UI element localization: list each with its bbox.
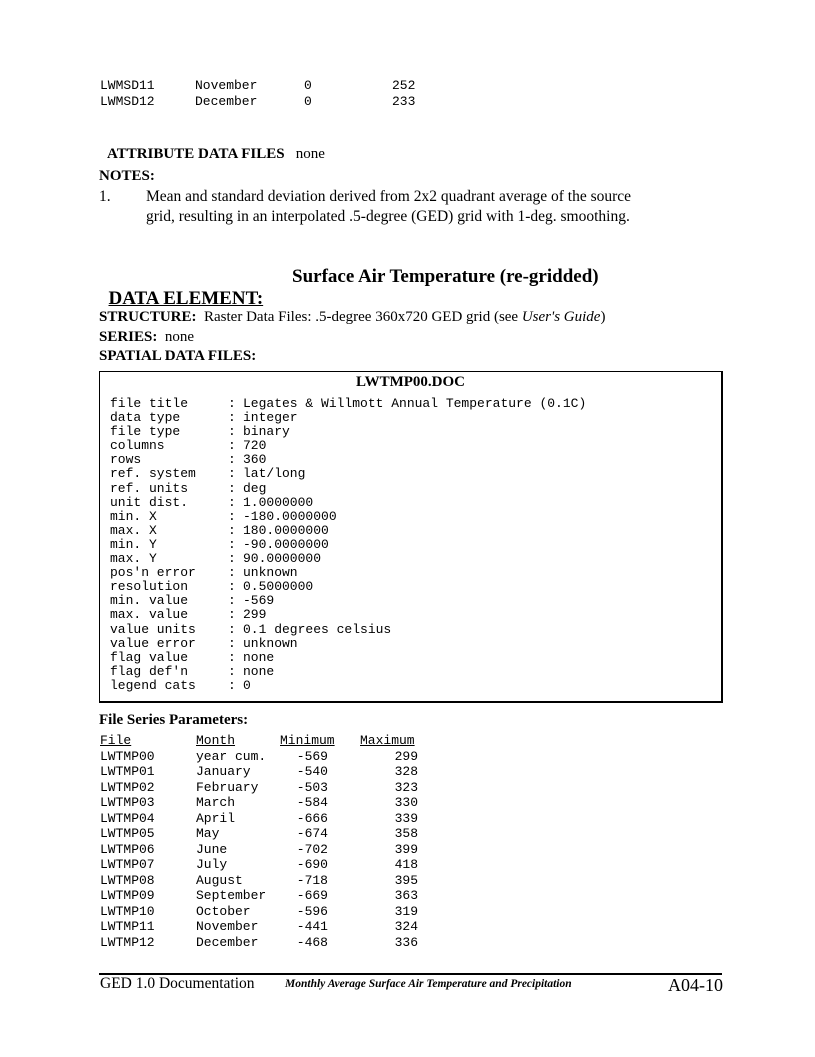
doc-field-key: pos'n error bbox=[110, 565, 196, 581]
doc-field-row bbox=[110, 594, 586, 608]
doc-field-separator: : bbox=[228, 480, 236, 496]
file-cell: LWTMP04 bbox=[100, 810, 155, 826]
month-cell: January bbox=[196, 764, 251, 779]
doc-field-value: unknown bbox=[243, 635, 298, 651]
doc-field-value: 720 bbox=[243, 438, 267, 454]
minimum-cell: -690 bbox=[296, 857, 328, 872]
doc-field-value: -569 bbox=[243, 593, 275, 609]
doc-field-row bbox=[110, 566, 586, 580]
doc-field-separator: : bbox=[228, 522, 236, 538]
column-header-maximum: Maximum bbox=[360, 733, 415, 748]
users-guide-ref: User's Guide bbox=[521, 309, 601, 325]
doc-field-separator: : bbox=[228, 663, 236, 679]
doc-field-value: -180.0000000 bbox=[243, 508, 337, 524]
column-header-month: Month bbox=[196, 733, 236, 748]
file-cell: LWTMP03 bbox=[100, 795, 155, 810]
structure-text: Raster Data Files: .5-degree 360x720 GED grid (see bbox=[204, 309, 522, 325]
doc-field-row bbox=[110, 679, 586, 693]
month-cell: November bbox=[196, 919, 259, 934]
page-number: A04-10 bbox=[668, 975, 723, 995]
doc-field-key: min. value bbox=[110, 593, 189, 609]
maximum-cell: 358 bbox=[394, 826, 418, 841]
doc-field-value: 1.0000000 bbox=[243, 494, 314, 510]
doc-field-value: lat/long bbox=[243, 466, 306, 482]
doc-field-key: max. X bbox=[110, 522, 157, 538]
doc-field-key: ref. system bbox=[110, 466, 196, 482]
doc-field-value: binary bbox=[243, 424, 290, 440]
series-line bbox=[99, 329, 194, 346]
note-line-2: grid, resulting in an interpolated .5-degree (GED) grid with 1-deg. smoothing. bbox=[146, 208, 630, 225]
max-cell: 233 bbox=[392, 94, 416, 109]
month-cell: year cum. bbox=[196, 748, 267, 764]
minimum-cell: -540 bbox=[296, 764, 328, 779]
minimum-cell: -596 bbox=[296, 903, 328, 919]
doc-field-separator: : bbox=[228, 438, 236, 454]
minimum-cell: -503 bbox=[296, 779, 328, 795]
note-number: 1. bbox=[99, 188, 111, 205]
minimum-cell: -569 bbox=[296, 748, 328, 764]
doc-field-value: 360 bbox=[243, 452, 267, 468]
doc-field-separator: : bbox=[228, 635, 236, 651]
doc-field-value: 299 bbox=[243, 607, 267, 623]
doc-field-value: 180.0000000 bbox=[243, 522, 329, 538]
month-cell: April bbox=[196, 810, 236, 826]
minimum-cell: -666 bbox=[296, 810, 328, 826]
doc-field-row bbox=[110, 623, 586, 637]
maximum-cell: 363 bbox=[394, 888, 418, 903]
doc-field-value: none bbox=[243, 649, 275, 665]
doc-field-separator: : bbox=[228, 494, 236, 510]
doc-field-row bbox=[110, 665, 586, 679]
month-cell: July bbox=[196, 857, 228, 872]
maximum-cell: 418 bbox=[394, 857, 418, 872]
doc-field-row bbox=[110, 580, 586, 594]
doc-field-key: max. Y bbox=[110, 551, 157, 567]
maximum-cell: 324 bbox=[394, 919, 418, 934]
file-cell: LWTMP07 bbox=[100, 857, 155, 872]
min-cell: 0 bbox=[304, 78, 312, 93]
minimum-cell: -702 bbox=[296, 841, 328, 857]
notes-heading: NOTES: bbox=[99, 168, 155, 184]
doc-field-key: file type bbox=[110, 424, 181, 440]
month-cell: August bbox=[196, 872, 243, 888]
month-cell: March bbox=[196, 795, 236, 810]
file-cell: LWTMP02 bbox=[100, 779, 155, 795]
month-cell: June bbox=[196, 841, 228, 857]
doc-field-row bbox=[110, 411, 586, 425]
footer-subtitle: Monthly Average Surface Air Temperature and Precipitation bbox=[285, 978, 572, 990]
file-cell: LWTMP11 bbox=[100, 919, 155, 934]
doc-field-key: min. Y bbox=[110, 536, 157, 552]
maximum-cell: 336 bbox=[394, 934, 418, 950]
doc-field-row bbox=[110, 538, 586, 552]
maximum-cell: 319 bbox=[394, 903, 418, 919]
page-footer bbox=[100, 975, 723, 997]
footer-doc-name: GED 1.0 Documentation bbox=[100, 975, 255, 992]
maximum-cell: 328 bbox=[394, 764, 418, 779]
structure-label: STRUCTURE: bbox=[99, 309, 197, 325]
doc-field-row bbox=[110, 453, 586, 467]
month-cell: May bbox=[196, 826, 220, 841]
series-value: none bbox=[164, 329, 195, 345]
doc-field-key: ref. units bbox=[110, 480, 189, 496]
doc-field-value: Legates & Willmott Annual Temperature (0.1C) bbox=[243, 396, 587, 411]
doc-field-separator: : bbox=[228, 452, 236, 468]
data-element-label: DATA ELEMENT: bbox=[108, 288, 264, 309]
doc-field-separator: : bbox=[228, 536, 236, 552]
month-cell: December bbox=[196, 934, 259, 950]
data-element-header bbox=[99, 266, 263, 310]
file-cell: LWMSD11 bbox=[100, 78, 155, 93]
doc-field-row bbox=[110, 651, 586, 665]
doc-file-title: LWTMP00.DOC bbox=[355, 374, 466, 390]
file-cell: LWTMP09 bbox=[100, 888, 155, 903]
doc-fields bbox=[110, 397, 586, 693]
doc-field-separator: : bbox=[228, 565, 236, 581]
data-element-title: Surface Air Temperature (re-gridded) bbox=[292, 266, 599, 287]
doc-field-row bbox=[110, 637, 586, 651]
doc-field-key: file title bbox=[110, 396, 189, 411]
doc-field-row bbox=[110, 524, 586, 538]
maximum-cell: 299 bbox=[394, 748, 418, 764]
doc-field-key: legend cats bbox=[110, 677, 196, 693]
doc-field-separator: : bbox=[228, 579, 236, 595]
doc-field-key: flag value bbox=[110, 649, 189, 665]
series-label: SERIES: bbox=[99, 329, 158, 345]
doc-field-row bbox=[110, 425, 586, 439]
doc-field-key: unit dist. bbox=[110, 494, 189, 510]
minimum-cell: -468 bbox=[296, 934, 328, 950]
doc-field-key: value units bbox=[110, 621, 196, 637]
doc-field-key: max. value bbox=[110, 607, 189, 623]
doc-field-value: 90.0000000 bbox=[243, 551, 322, 567]
table-row bbox=[100, 94, 430, 109]
column-header-minimum: Minimum bbox=[280, 733, 335, 748]
doc-field-separator: : bbox=[228, 508, 236, 524]
doc-field-separator: : bbox=[228, 396, 236, 411]
column-header-file: File bbox=[100, 733, 132, 748]
doc-field-separator: : bbox=[228, 424, 236, 440]
doc-field-row bbox=[110, 552, 586, 566]
structure-line bbox=[99, 309, 605, 326]
maximum-cell: 323 bbox=[394, 779, 418, 795]
month-cell: November bbox=[195, 78, 258, 93]
doc-field-key: resolution bbox=[110, 579, 189, 595]
file-cell: LWTMP10 bbox=[100, 903, 155, 919]
maximum-cell: 395 bbox=[394, 872, 418, 888]
doc-field-row bbox=[110, 439, 586, 453]
file-cell: LWMSD12 bbox=[100, 94, 155, 109]
doc-field-key: rows bbox=[110, 452, 142, 468]
maximum-cell: 399 bbox=[394, 841, 418, 857]
month-cell: September bbox=[196, 888, 267, 903]
doc-field-row bbox=[110, 397, 586, 411]
doc-field-key: min. X bbox=[110, 508, 157, 524]
doc-field-separator: : bbox=[228, 466, 236, 482]
maximum-cell: 330 bbox=[394, 795, 418, 810]
doc-field-value: deg bbox=[243, 480, 267, 496]
doc-field-separator: : bbox=[228, 593, 236, 609]
minimum-cell: -674 bbox=[296, 826, 328, 841]
doc-field-separator: : bbox=[228, 410, 236, 426]
attribute-section bbox=[99, 127, 325, 163]
doc-field-value: integer bbox=[243, 410, 298, 426]
doc-field-separator: : bbox=[228, 607, 236, 623]
min-cell: 0 bbox=[304, 94, 312, 109]
doc-field-separator: : bbox=[228, 621, 236, 637]
minimum-cell: -718 bbox=[296, 872, 328, 888]
structure-close: ) bbox=[600, 309, 606, 325]
doc-field-value: 0.5000000 bbox=[243, 579, 314, 595]
file-series-heading: File Series Parameters: bbox=[99, 712, 249, 728]
file-cell: LWTMP08 bbox=[100, 872, 155, 888]
minimum-cell: -584 bbox=[296, 795, 328, 810]
month-cell: February bbox=[196, 779, 259, 795]
file-cell: LWTMP00 bbox=[100, 748, 155, 764]
attribute-label: ATTRIBUTE DATA FILES bbox=[107, 146, 285, 162]
attribute-value: none bbox=[295, 146, 325, 162]
minimum-cell: -669 bbox=[296, 888, 328, 903]
doc-field-separator: : bbox=[228, 677, 236, 693]
doc-field-key: value error bbox=[110, 635, 196, 651]
doc-file-box bbox=[99, 371, 723, 703]
doc-field-key: data type bbox=[110, 410, 181, 426]
spatial-data-files-label: SPATIAL DATA FILES: bbox=[99, 348, 257, 364]
doc-field-value: none bbox=[243, 663, 275, 679]
doc-field-value: 0.1 degrees celsius bbox=[243, 621, 392, 637]
file-cell: LWTMP12 bbox=[100, 934, 155, 950]
month-cell: October bbox=[196, 903, 251, 919]
doc-field-separator: : bbox=[228, 649, 236, 665]
doc-field-key: columns bbox=[110, 438, 165, 454]
doc-field-row bbox=[110, 608, 586, 622]
table-row bbox=[100, 78, 430, 93]
minimum-cell: -441 bbox=[296, 919, 328, 934]
maximum-cell: 339 bbox=[394, 810, 418, 826]
doc-field-value: 0 bbox=[243, 677, 251, 693]
doc-field-row bbox=[110, 482, 586, 496]
doc-field-value: unknown bbox=[243, 565, 298, 581]
doc-field-key: flag def'n bbox=[110, 663, 189, 679]
doc-field-separator: : bbox=[228, 551, 236, 567]
max-cell: 252 bbox=[392, 78, 416, 93]
doc-field-row bbox=[110, 510, 586, 524]
doc-field-row bbox=[110, 467, 586, 481]
note-line-1: Mean and standard deviation derived from 2x2 quadrant average of the source bbox=[146, 188, 632, 205]
file-cell: LWTMP06 bbox=[100, 841, 155, 857]
doc-field-row bbox=[110, 496, 586, 510]
month-cell: December bbox=[195, 94, 258, 109]
file-cell: LWTMP05 bbox=[100, 826, 155, 841]
file-cell: LWTMP01 bbox=[100, 764, 155, 779]
doc-field-value: -90.0000000 bbox=[243, 536, 329, 552]
